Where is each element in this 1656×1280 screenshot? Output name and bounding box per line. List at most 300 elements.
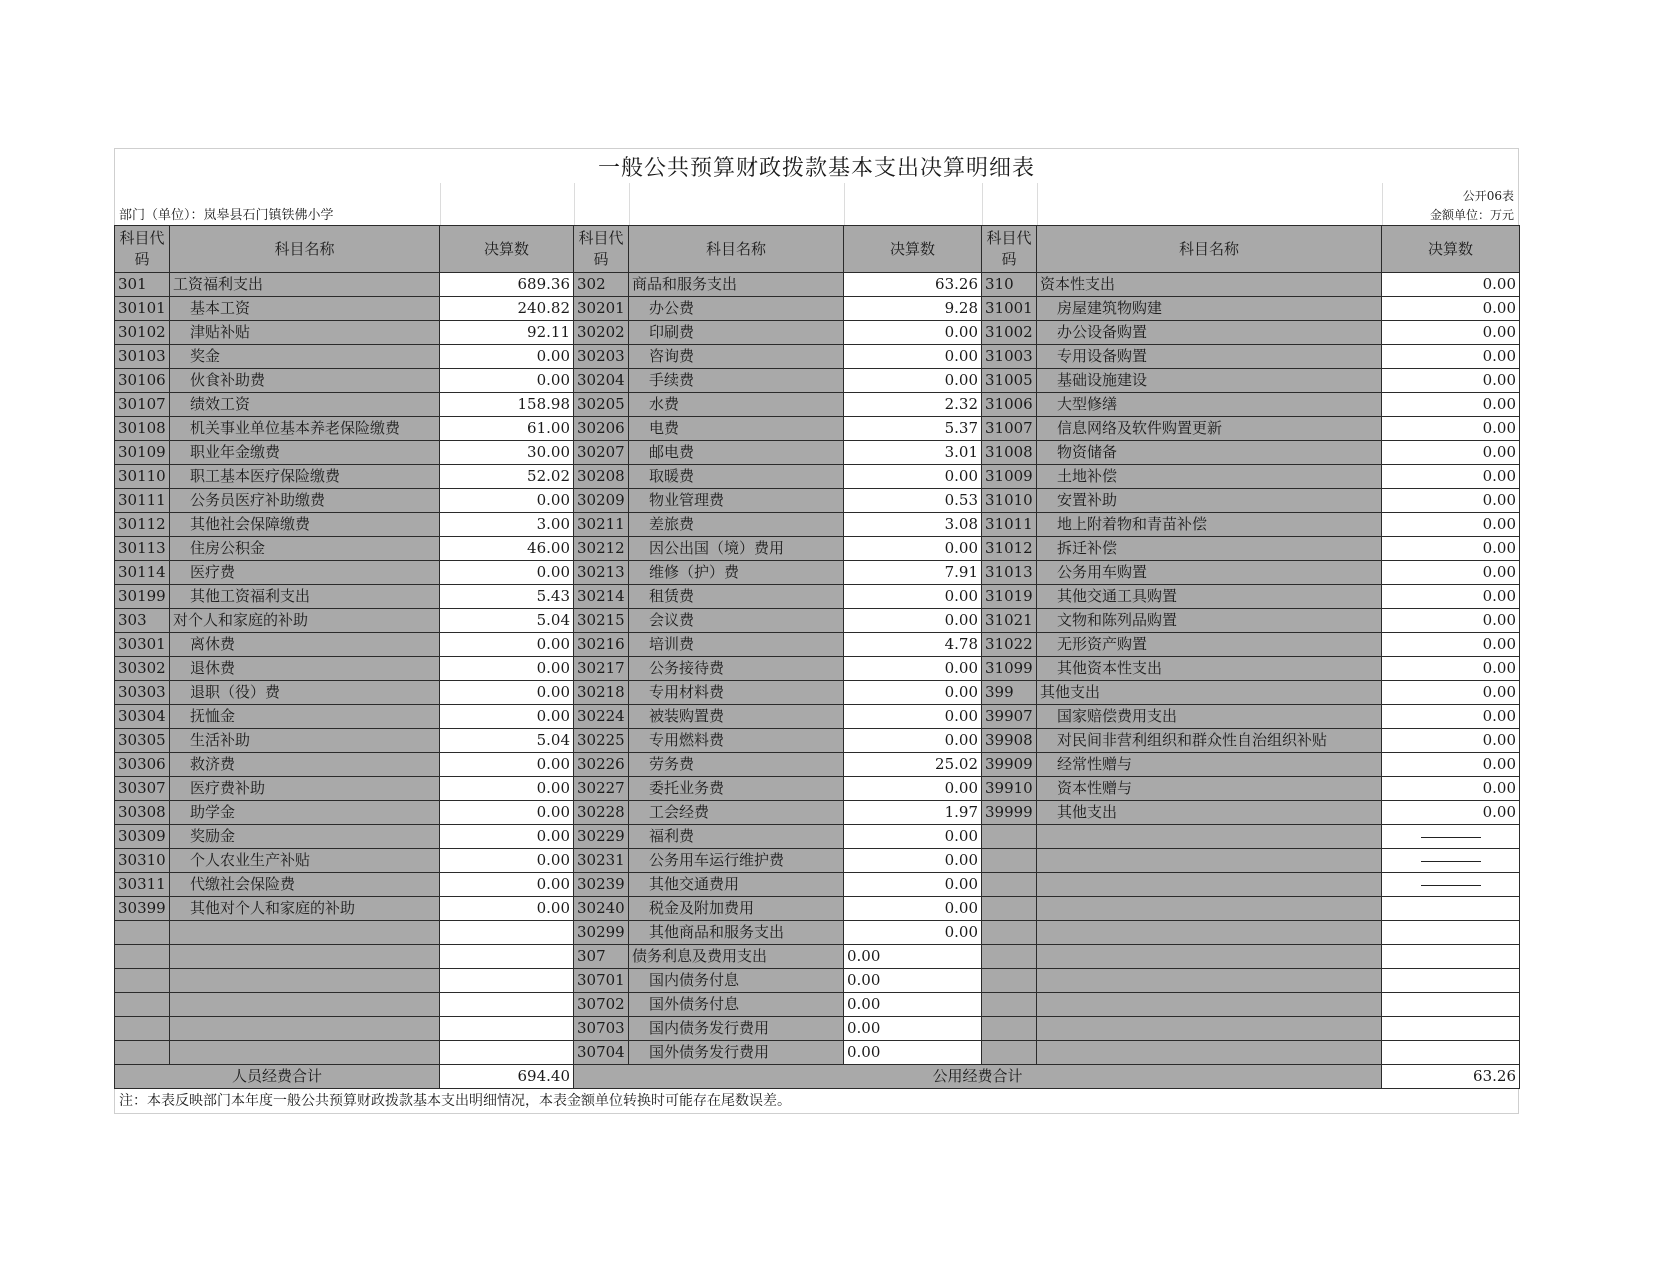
subject-code: 31012 — [982, 537, 1037, 561]
subject-code: 30309 — [115, 825, 170, 849]
amount-value: 0.00 — [440, 681, 574, 705]
subject-code: 30201 — [574, 297, 629, 321]
subject-name: 离休费 — [170, 633, 440, 657]
subject-name: 专用设备购置 — [1037, 345, 1382, 369]
subject-name: 退休费 — [170, 657, 440, 681]
subject-code: 30207 — [574, 441, 629, 465]
amount-value: 0.00 — [1382, 609, 1520, 633]
subject-name — [170, 1041, 440, 1065]
subject-name: 印刷费 — [629, 321, 844, 345]
table-row — [115, 561, 1520, 585]
subject-code: 30399 — [115, 897, 170, 921]
subject-code: 30225 — [574, 729, 629, 753]
amount-value: 0.00 — [844, 537, 982, 561]
amount-value: 0.00 — [844, 969, 982, 993]
amount-value: 0.00 — [440, 849, 574, 873]
table-row — [115, 1017, 1520, 1041]
amount-value: 0.00 — [1382, 537, 1520, 561]
subject-code: 302 — [574, 273, 629, 297]
subject-name: 公务用车运行维护费 — [629, 849, 844, 873]
table-row — [115, 897, 1520, 921]
amount-value: 0.00 — [844, 465, 982, 489]
amount-value: 7.91 — [844, 561, 982, 585]
subject-code: 30101 — [115, 297, 170, 321]
subject-name: 国外债务付息 — [629, 993, 844, 1017]
subject-name — [170, 969, 440, 993]
subject-name: 医疗费 — [170, 561, 440, 585]
subject-name: 房屋建筑物购建 — [1037, 297, 1382, 321]
subject-code: 31003 — [982, 345, 1037, 369]
subject-code — [982, 873, 1037, 897]
amount-value: 0.00 — [440, 369, 574, 393]
amount-value: 0.00 — [1382, 417, 1520, 441]
amount-value: 92.11 — [440, 321, 574, 345]
subject-code: 30107 — [115, 393, 170, 417]
amount-value: 25.02 — [844, 753, 982, 777]
table-row — [115, 801, 1520, 825]
subject-code: 31005 — [982, 369, 1037, 393]
grid-line — [629, 183, 630, 225]
subject-code: 30199 — [115, 585, 170, 609]
table-row — [115, 753, 1520, 777]
public-total-label: 公用经费合计 — [574, 1065, 1382, 1089]
amount-value — [440, 1041, 574, 1065]
subject-code: 30240 — [574, 897, 629, 921]
subject-name: 信息网络及软件购置更新 — [1037, 417, 1382, 441]
subject-name: 培训费 — [629, 633, 844, 657]
totals-row — [115, 1065, 1520, 1089]
amount-value: 0.00 — [1382, 777, 1520, 801]
grid-line — [440, 183, 441, 225]
amount-value: 158.98 — [440, 393, 574, 417]
table-row — [115, 609, 1520, 633]
subject-name: 其他社会保障缴费 — [170, 513, 440, 537]
subject-code: 30303 — [115, 681, 170, 705]
table-body — [115, 273, 1520, 1065]
subject-name: 国家赔偿费用支出 — [1037, 705, 1382, 729]
subject-code: 30302 — [115, 657, 170, 681]
subject-code — [115, 921, 170, 945]
subject-name: 差旅费 — [629, 513, 844, 537]
subject-code: 30310 — [115, 849, 170, 873]
amount-value: 4.78 — [844, 633, 982, 657]
subject-code: 30216 — [574, 633, 629, 657]
table-row — [115, 1041, 1520, 1065]
subject-name: 物业管理费 — [629, 489, 844, 513]
amount-value — [1382, 1041, 1520, 1065]
amount-value: 0.00 — [844, 369, 982, 393]
subject-name: 代缴社会保险费 — [170, 873, 440, 897]
table-row — [115, 921, 1520, 945]
amount-value: 0.00 — [1382, 633, 1520, 657]
table-row — [115, 945, 1520, 969]
amount-value: 0.00 — [1382, 513, 1520, 537]
subject-name: 对个人和家庭的补助 — [170, 609, 440, 633]
amount-value: 0.00 — [1382, 441, 1520, 465]
amount-value: 5.04 — [440, 609, 574, 633]
subject-code: 31002 — [982, 321, 1037, 345]
subject-code: 30299 — [574, 921, 629, 945]
subject-name: 安置补助 — [1037, 489, 1382, 513]
amount-value: 5.37 — [844, 417, 982, 441]
subject-name: 其他交通费用 — [629, 873, 844, 897]
table-row — [115, 633, 1520, 657]
amount-value: 0.00 — [1382, 393, 1520, 417]
subject-code: 307 — [574, 945, 629, 969]
amount-value: 0.00 — [440, 633, 574, 657]
subject-name — [1037, 825, 1382, 849]
subject-name: 职工基本医疗保险缴费 — [170, 465, 440, 489]
subject-code: 30306 — [115, 753, 170, 777]
subject-name — [1037, 1041, 1382, 1065]
amount-value — [440, 993, 574, 1017]
subject-name: 因公出国（境）费用 — [629, 537, 844, 561]
amount-value: 0.00 — [844, 1017, 982, 1041]
subject-name: 邮电费 — [629, 441, 844, 465]
subject-code: 30203 — [574, 345, 629, 369]
subject-code: 31008 — [982, 441, 1037, 465]
subject-name: 其他交通工具购置 — [1037, 585, 1382, 609]
subject-code — [982, 921, 1037, 945]
amount-value: 3.01 — [844, 441, 982, 465]
amount-value: 0.00 — [1382, 297, 1520, 321]
subject-name: 专用燃料费 — [629, 729, 844, 753]
subject-code: 30112 — [115, 513, 170, 537]
amount-value: 0.00 — [844, 945, 982, 969]
amount-value — [440, 969, 574, 993]
subject-code: 31007 — [982, 417, 1037, 441]
subject-code: 31001 — [982, 297, 1037, 321]
table-row — [115, 825, 1520, 849]
table-row — [115, 513, 1520, 537]
department-label: 部门（单位）：岚皋县石门镇铁佛小学 — [119, 208, 334, 223]
amount-value: 0.00 — [844, 609, 982, 633]
table-row — [115, 729, 1520, 753]
amount-value — [440, 1017, 574, 1041]
amount-value — [440, 921, 574, 945]
subject-code: 30211 — [574, 513, 629, 537]
subject-name: 维修（护）费 — [629, 561, 844, 585]
subject-code: 30113 — [115, 537, 170, 561]
subject-name: 办公设备购置 — [1037, 321, 1382, 345]
subject-name: 伙食补助费 — [170, 369, 440, 393]
amount-value: 0.00 — [440, 657, 574, 681]
subject-code: 30212 — [574, 537, 629, 561]
header-code: 科目代码 — [982, 226, 1037, 273]
subject-name: 生活补助 — [170, 729, 440, 753]
subject-code — [115, 1041, 170, 1065]
subject-name: 土地补偿 — [1037, 465, 1382, 489]
subject-name: 债务利息及费用支出 — [629, 945, 844, 969]
subject-name: 津贴补贴 — [170, 321, 440, 345]
amount-value: 0.00 — [1382, 657, 1520, 681]
subject-name: 税金及附加费用 — [629, 897, 844, 921]
amount-value: 0.00 — [844, 777, 982, 801]
amount-value: 0.00 — [1382, 489, 1520, 513]
subject-name: 大型修缮 — [1037, 393, 1382, 417]
amount-value: 0.00 — [440, 897, 574, 921]
subject-code: 31009 — [982, 465, 1037, 489]
amount-value — [1382, 849, 1520, 873]
subject-code: 30214 — [574, 585, 629, 609]
grid-line — [574, 183, 575, 225]
subject-code: 30228 — [574, 801, 629, 825]
subject-code: 39908 — [982, 729, 1037, 753]
subject-name: 抚恤金 — [170, 705, 440, 729]
subject-code: 30111 — [115, 489, 170, 513]
subject-code: 30224 — [574, 705, 629, 729]
amount-value: 0.00 — [844, 897, 982, 921]
subject-code: 30231 — [574, 849, 629, 873]
subject-name: 工会经费 — [629, 801, 844, 825]
subject-code: 30109 — [115, 441, 170, 465]
amount-value: 0.00 — [844, 585, 982, 609]
subject-code — [115, 969, 170, 993]
subject-code: 39909 — [982, 753, 1037, 777]
table-row — [115, 777, 1520, 801]
amount-value: 0.00 — [844, 345, 982, 369]
subject-code: 30702 — [574, 993, 629, 1017]
amount-value: 0.00 — [1382, 801, 1520, 825]
subject-name: 公务接待费 — [629, 657, 844, 681]
footnote: 注：本表反映部门本年度一般公共预算财政拨款基本支出明细情况，本表金额单位转换时可能存在尾数误差。 — [114, 1089, 1519, 1114]
amount-value: 0.00 — [440, 825, 574, 849]
subject-code: 30108 — [115, 417, 170, 441]
amount-value: 0.00 — [1382, 561, 1520, 585]
subject-code: 303 — [115, 609, 170, 633]
report-title: 一般公共预算财政拨款基本支出决算明细表 — [114, 148, 1519, 183]
grid-line — [844, 183, 845, 225]
subject-code: 30217 — [574, 657, 629, 681]
subject-code: 30218 — [574, 681, 629, 705]
subject-name: 基本工资 — [170, 297, 440, 321]
amount-value: 0.00 — [844, 993, 982, 1017]
personnel-total-label: 人员经费合计 — [115, 1065, 440, 1089]
subject-code: 30304 — [115, 705, 170, 729]
expenditure-table — [114, 225, 1520, 1089]
subject-code: 30209 — [574, 489, 629, 513]
subject-name: 咨询费 — [629, 345, 844, 369]
amount-value: 0.00 — [440, 705, 574, 729]
subject-name — [1037, 897, 1382, 921]
subject-name: 商品和服务支出 — [629, 273, 844, 297]
subject-name: 工资福利支出 — [170, 273, 440, 297]
subject-name: 住房公积金 — [170, 537, 440, 561]
table-row — [115, 393, 1520, 417]
header-amount: 决算数 — [844, 226, 982, 273]
subject-name — [170, 993, 440, 1017]
subject-name — [170, 1017, 440, 1041]
header-row — [115, 226, 1520, 273]
subject-code: 30307 — [115, 777, 170, 801]
header-amount: 决算数 — [1382, 226, 1520, 273]
public-total-value: 63.26 — [1382, 1065, 1520, 1089]
amount-value: 0.00 — [1382, 321, 1520, 345]
table-row — [115, 585, 1520, 609]
subject-name: 助学金 — [170, 801, 440, 825]
table-row — [115, 969, 1520, 993]
amount-value: 0.00 — [1382, 753, 1520, 777]
subject-code: 30311 — [115, 873, 170, 897]
subject-code — [115, 945, 170, 969]
table-row — [115, 873, 1520, 897]
subject-code: 30701 — [574, 969, 629, 993]
subject-name: 个人农业生产补贴 — [170, 849, 440, 873]
amount-value: 52.02 — [440, 465, 574, 489]
amount-value: 0.00 — [844, 849, 982, 873]
amount-value — [1382, 897, 1520, 921]
subject-code — [982, 969, 1037, 993]
subject-name: 资本性支出 — [1037, 273, 1382, 297]
subject-name — [170, 945, 440, 969]
subject-name: 地上附着物和青苗补偿 — [1037, 513, 1382, 537]
subject-code: 31011 — [982, 513, 1037, 537]
subject-name: 福利费 — [629, 825, 844, 849]
amount-value — [1382, 873, 1520, 897]
amount-value: 46.00 — [440, 537, 574, 561]
table-row — [115, 345, 1520, 369]
subject-name: 物资储备 — [1037, 441, 1382, 465]
amount-value — [1382, 921, 1520, 945]
subject-name: 其他支出 — [1037, 801, 1382, 825]
subject-code: 30239 — [574, 873, 629, 897]
subject-code: 30226 — [574, 753, 629, 777]
subject-name: 基础设施建设 — [1037, 369, 1382, 393]
subject-code — [982, 825, 1037, 849]
amount-value — [1382, 825, 1520, 849]
table-row — [115, 705, 1520, 729]
amount-value: 30.00 — [440, 441, 574, 465]
amount-value: 0.00 — [844, 873, 982, 897]
subject-name: 委托业务费 — [629, 777, 844, 801]
amount-value: 1.97 — [844, 801, 982, 825]
subject-code: 39907 — [982, 705, 1037, 729]
amount-value: 2.32 — [844, 393, 982, 417]
grid-line — [1382, 183, 1383, 225]
subject-code: 31010 — [982, 489, 1037, 513]
subject-code: 30703 — [574, 1017, 629, 1041]
table-row — [115, 273, 1520, 297]
subject-code: 30215 — [574, 609, 629, 633]
subject-code: 30110 — [115, 465, 170, 489]
subject-name: 其他支出 — [1037, 681, 1382, 705]
subject-code: 30204 — [574, 369, 629, 393]
amount-value: 3.08 — [844, 513, 982, 537]
amount-value: 0.00 — [440, 345, 574, 369]
subject-code: 301 — [115, 273, 170, 297]
subject-name: 电费 — [629, 417, 844, 441]
subject-name: 国内债务付息 — [629, 969, 844, 993]
header-amount: 决算数 — [440, 226, 574, 273]
subject-code: 30227 — [574, 777, 629, 801]
amount-value: 0.00 — [844, 657, 982, 681]
subject-name: 奖金 — [170, 345, 440, 369]
report-sheet — [114, 148, 1519, 1114]
subject-code: 310 — [982, 273, 1037, 297]
subject-code: 39910 — [982, 777, 1037, 801]
table-row — [115, 657, 1520, 681]
subject-name: 国外债务发行费用 — [629, 1041, 844, 1065]
amount-value — [440, 945, 574, 969]
subject-name: 救济费 — [170, 753, 440, 777]
subject-code: 31013 — [982, 561, 1037, 585]
amount-value: 0.00 — [844, 1041, 982, 1065]
subject-code — [115, 993, 170, 1017]
amount-value: 0.00 — [1382, 345, 1520, 369]
amount-value: 0.00 — [844, 921, 982, 945]
table-row — [115, 297, 1520, 321]
table-row — [115, 465, 1520, 489]
subject-code: 399 — [982, 681, 1037, 705]
subject-code — [982, 897, 1037, 921]
subject-name: 拆迁补偿 — [1037, 537, 1382, 561]
amount-unit: 金额单位：万元 — [1429, 208, 1514, 222]
subject-name — [1037, 945, 1382, 969]
subject-code: 30704 — [574, 1041, 629, 1065]
amount-value: 0.00 — [440, 801, 574, 825]
subject-code — [982, 1041, 1037, 1065]
amount-value: 5.04 — [440, 729, 574, 753]
subject-name: 其他对个人和家庭的补助 — [170, 897, 440, 921]
subject-name — [1037, 849, 1382, 873]
subject-name — [1037, 969, 1382, 993]
amount-value — [1382, 945, 1520, 969]
report-meta — [114, 183, 1519, 225]
subject-code: 39999 — [982, 801, 1037, 825]
subject-name — [170, 921, 440, 945]
table-row — [115, 489, 1520, 513]
personnel-total-value: 694.40 — [440, 1065, 574, 1089]
subject-code: 31099 — [982, 657, 1037, 681]
subject-code: 31006 — [982, 393, 1037, 417]
amount-value: 3.00 — [440, 513, 574, 537]
subject-name: 文物和陈列品购置 — [1037, 609, 1382, 633]
subject-name — [1037, 993, 1382, 1017]
amount-value: 0.00 — [440, 561, 574, 585]
subject-code — [115, 1017, 170, 1041]
amount-value: 0.00 — [440, 753, 574, 777]
subject-code: 31021 — [982, 609, 1037, 633]
table-row — [115, 537, 1520, 561]
amount-value: 0.00 — [844, 825, 982, 849]
subject-code: 31019 — [982, 585, 1037, 609]
amount-value: 0.00 — [1382, 681, 1520, 705]
subject-name: 绩效工资 — [170, 393, 440, 417]
subject-name: 奖励金 — [170, 825, 440, 849]
subject-name: 劳务费 — [629, 753, 844, 777]
header-name: 科目名称 — [170, 226, 440, 273]
subject-code: 30308 — [115, 801, 170, 825]
amount-value — [1382, 993, 1520, 1017]
subject-code: 30202 — [574, 321, 629, 345]
dash-mark — [1421, 837, 1481, 838]
subject-code: 30205 — [574, 393, 629, 417]
subject-name: 公务员医疗补助缴费 — [170, 489, 440, 513]
subject-name: 其他资本性支出 — [1037, 657, 1382, 681]
amount-value: 0.00 — [844, 729, 982, 753]
subject-code: 30229 — [574, 825, 629, 849]
amount-value: 5.43 — [440, 585, 574, 609]
amount-value: 0.00 — [1382, 705, 1520, 729]
grid-line — [982, 183, 983, 225]
subject-code — [982, 945, 1037, 969]
amount-value: 689.36 — [440, 273, 574, 297]
table-row — [115, 369, 1520, 393]
subject-name: 经常性赠与 — [1037, 753, 1382, 777]
subject-code: 30301 — [115, 633, 170, 657]
subject-name: 其他工资福利支出 — [170, 585, 440, 609]
header-code: 科目代码 — [115, 226, 170, 273]
